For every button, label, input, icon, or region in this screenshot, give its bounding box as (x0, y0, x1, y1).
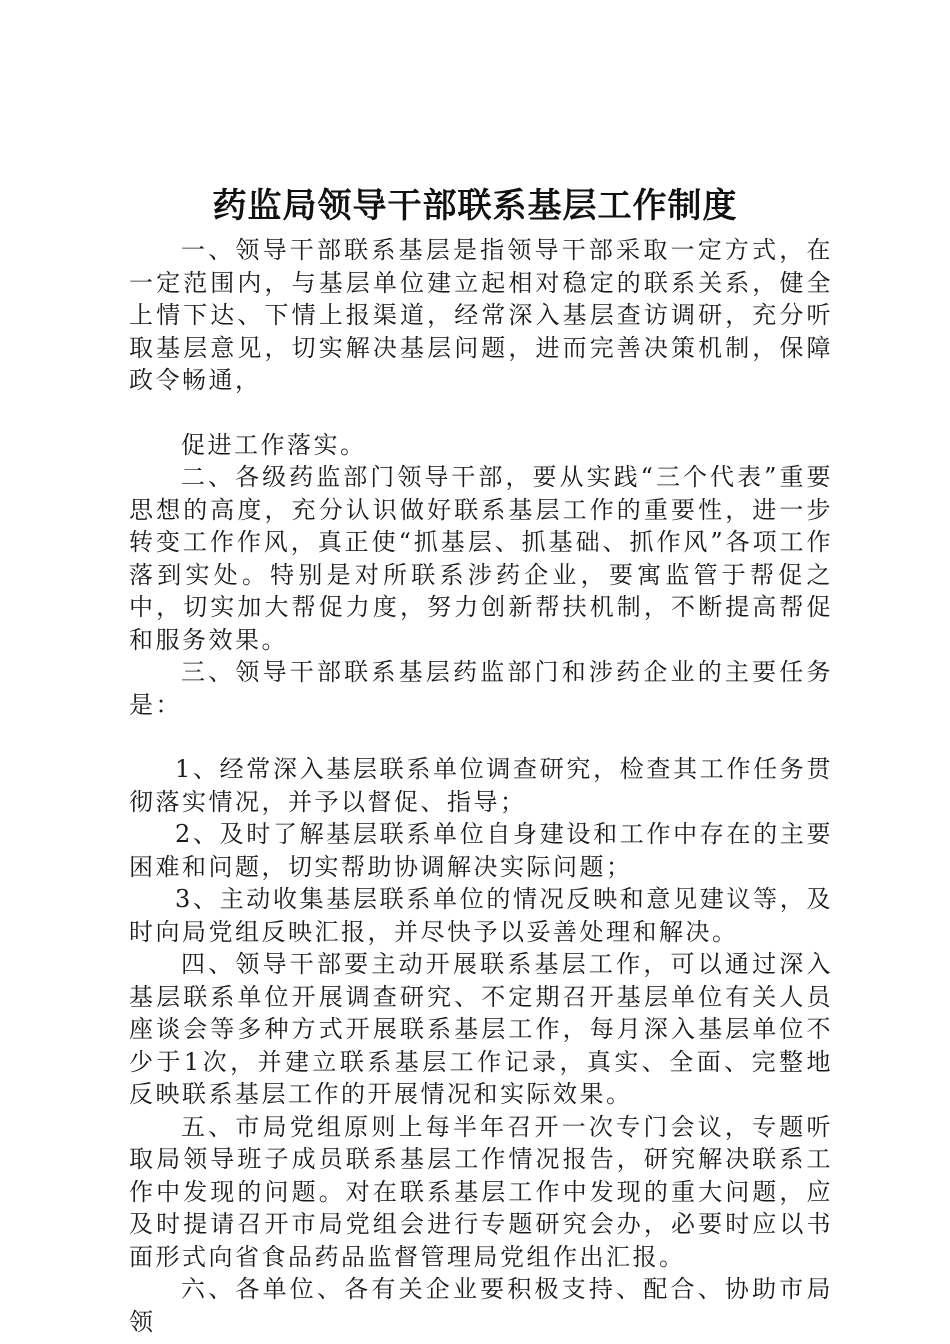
document-title: 药监局领导干部联系基层工作制度 (212, 186, 738, 226)
paragraph-2: 促进工作落实。 (181, 430, 367, 459)
list-item-3: 3、主动收集基层联系单位的情况反映和意见建议等，及时向局党组反映汇报，并尽快予以妥善处理和解决。 (129, 885, 833, 946)
paragraph-5: 四、领导干部要主动开展联系基层工作，可以通过深入基层联系单位开展调查研究、不定期召开基层单位有关人员座谈会等多种方式开展联系基层工作，每月深入基层单位不少于1次，并建立联系基层工作记录，真实、全面、完整地反映联系基层工作的开展情况和实际效果。 (129, 950, 833, 1108)
paragraph-1: 一、领导干部联系基层是指领导干部采取一定方式，在一定范围内，与基层单位建立起相对稳定的联系关系，健全上情下达、下情上报渠道，经常深入基层查访调研，充分听取基层意见，切实解决基层问题，进而完善决策机制，保障政令畅通， (129, 236, 833, 394)
paragraph-3: 二、各级药监部门领导干部，要从实践“三个代表”重要思想的高度，充分认识做好联系基层工作的重要性，进一步转变工作作风，真正使“抓基层、抓基础、抓作风”各项工作落到实处。特别是对所联系涉药企业，要寓监管于帮促之中，切实加大帮促力度，努力创新帮扶机制，不断提高帮促和服务效果。 (129, 463, 833, 654)
list-item-2: 2、及时了解基层联系单位自身建设和工作中存在的主要困难和问题，切实帮助协调解决实际问题； (129, 820, 833, 881)
paragraph-7: 六、各单位、各有关企业要积极支持、配合、协助市局领 (129, 1275, 833, 1336)
document-body (129, 234, 833, 1338)
list-item-1: 1、经常深入基层联系单位调查研究，检查其工作任务贯彻落实情况，并予以督促、指导； (129, 755, 833, 816)
paragraph-6: 五、市局党组原则上每半年召开一次专门会议，专题听取局领导班子成员联系基层工作情况报告，研究解决联系工作中发现的问题。对在联系基层工作中发现的重大问题，应及时提请召开市局党组会进行专题研究会办，必要时应以书面形式向省食品药品监督管理局党组作出汇报。 (129, 1112, 833, 1271)
paragraph-4: 三、领导干部联系基层药监部门和涉药企业的主要任务是： (129, 658, 833, 719)
